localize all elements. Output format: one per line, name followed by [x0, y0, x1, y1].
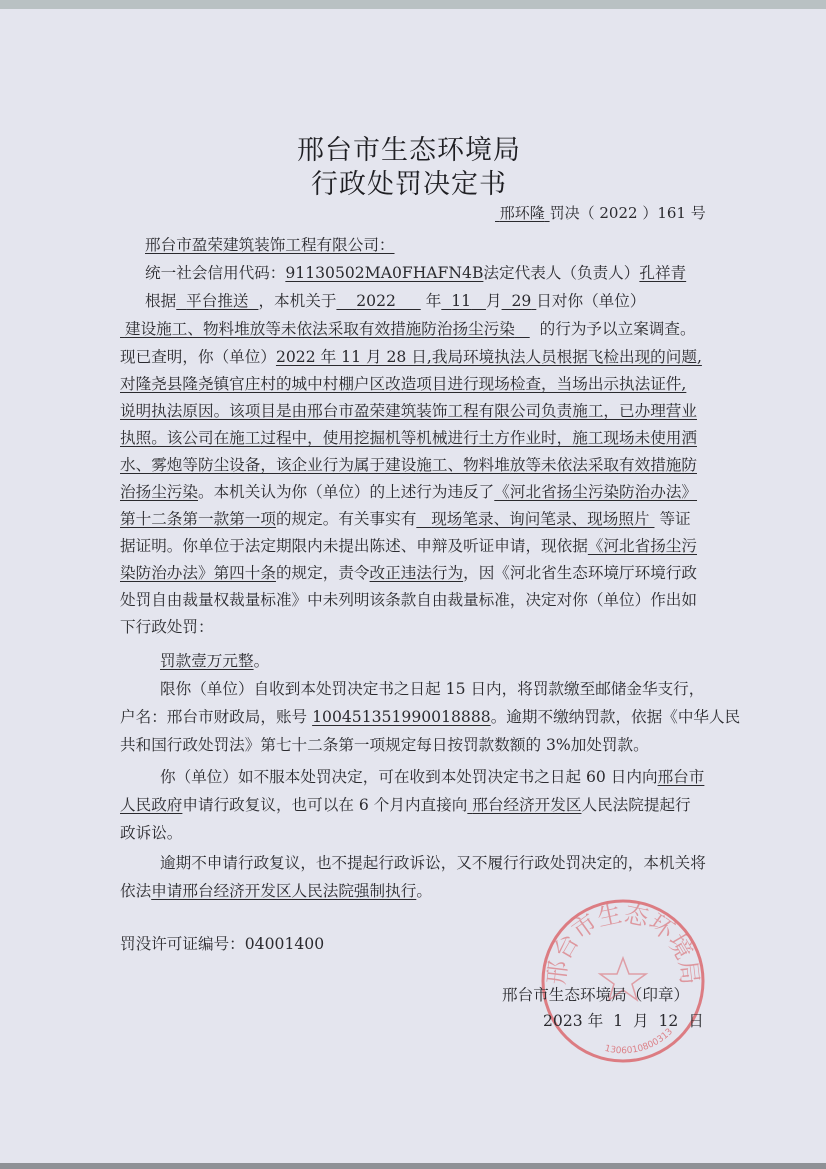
body-line-7 [120, 481, 697, 503]
text: 。本机关认为你（单位）的上述行为违反了 [197, 483, 495, 501]
doc-number-year: 2022 [599, 204, 638, 222]
body-line-9 [120, 535, 697, 557]
body-line-11: 处罚自由裁量权裁量标准》中未列明该条款自由裁量标准，决定对你（单位）作出如 [120, 591, 697, 609]
doc-number-label: 罚决（ [549, 204, 595, 222]
seal-text: 邢台市生态环境局 [542, 899, 704, 987]
body-line-10 [120, 562, 697, 584]
text: ，本机关于 [258, 292, 337, 310]
payment-line-2 [120, 706, 740, 728]
text: 。 [253, 652, 270, 670]
body-line-3: 对隆尧县隆尧镇官庄村的城中村棚户区改造项目进行现场检查，当场出示执法证件, [120, 375, 687, 393]
penalty-basis: 《河北省扬尘污 [587, 537, 697, 555]
filing-year: 2022 [356, 292, 396, 310]
text: 你（单位）如不服本处罚决定，可在收到本处罚决定书之日起 60 日内向 [160, 768, 658, 786]
issue-date: 2023 年 1 月 12 日 [543, 1012, 704, 1030]
permit-label: 罚没许可证编号： [120, 935, 245, 953]
credit-code-line [145, 262, 726, 284]
case-source: 平台推送 [186, 292, 249, 310]
penalty-basis-article: 染防治办法》第四十条 [120, 564, 276, 582]
credit-code-value: 91130502MA0FHAFN4B [285, 264, 484, 282]
appeal-line-1 [160, 766, 704, 788]
body-line-5: 执照。该公司在施工过程中，使用挖掘机等机械进行土方作业时，施工现场未使用洒 [120, 429, 697, 447]
text: 据证明。你单位于法定期限内未提出陈述、申辩及听证申请，现依据 [120, 537, 588, 555]
official-seal [538, 896, 708, 1066]
penalty-amount: 罚款壹万元整 [160, 652, 254, 670]
filing-day: 29 [511, 292, 532, 310]
body-line-6: 水、雾炮等防尘设备，该企业行为属于建设施工、物料堆放等未依法采取有效措施防 [120, 456, 697, 474]
corrective-order: 改正违法行为 [369, 564, 464, 582]
appeal-line-2 [120, 794, 691, 816]
doc-number-prefix: 邢环隆 [499, 204, 545, 222]
text: 依法 [120, 882, 152, 900]
text: ，因《河北省生态环境厅环境行政 [463, 564, 698, 582]
findings-text: 2022 年 11 月 28 日,我局环境执法人员根据飞检出现的问题, [275, 348, 702, 366]
text: 。 [416, 882, 432, 900]
body-line-8 [120, 508, 691, 530]
legal-rep-label: 法定代表人（负责人） [483, 264, 640, 282]
permit-number: 04001400 [244, 935, 325, 953]
violated-regulation: 《河北省扬尘污染防治办法》 [494, 483, 698, 501]
seal-code: 1306010800313 [603, 1026, 675, 1057]
text: 年 [425, 292, 442, 310]
enforcement-court: 申请邢台经济开发区人民法院强制执行 [151, 882, 417, 900]
legal-rep-name: 孔祥青 [639, 264, 687, 282]
body-line-4: 说明执法原因。该项目是由邢台市盈荣建筑装饰工程有限公司负责施工，已办理营业 [120, 402, 697, 420]
addressee: 邢台市盈荣建筑装饰工程有限公司： [145, 236, 395, 254]
permit-line [120, 933, 324, 955]
text: 现已查明，你（单位） [120, 348, 276, 366]
review-authority-end: 人民政府 [120, 796, 183, 814]
text: 的行为予以立案调查。 [539, 320, 696, 338]
text: 。逾期不缴纳罚款，依据《中华人民 [490, 708, 741, 726]
text: 申请行政复议，也可以在 6 个月内直接向 [182, 796, 468, 814]
payment-line-3: 共和国行政处罚法》第七十二条第一项规定每日按罚款数额的 3%加处罚款。 [120, 736, 649, 754]
court-district: 邢台经济开发区 [472, 796, 582, 814]
text: 日对你（单位） [536, 292, 646, 310]
appeal-line-3: 政诉讼。 [120, 824, 183, 842]
body-line-1 [120, 318, 696, 340]
text: 的规定，责令 [275, 564, 370, 582]
basis-line [145, 290, 645, 312]
scan-top-edge [0, 0, 826, 9]
text: 月 [485, 292, 502, 310]
body-line-2 [120, 346, 702, 368]
enforcement-line-2 [120, 880, 432, 902]
violated-article: 第十二条第一款第一项 [120, 510, 276, 528]
text: 根据 [145, 292, 177, 310]
review-authority: 邢台市 [657, 768, 705, 786]
text: 户名：邢台市财政局，账号 [120, 708, 308, 726]
findings-text-end: 治扬尘污染 [120, 483, 198, 501]
penalty-line [160, 650, 269, 672]
violation-description: 建设施工、物料堆放等未依法采取有效措施防治扬尘污染 [124, 320, 515, 338]
doc-number-close: ）161 号 [642, 204, 706, 222]
text: 等证 [659, 510, 691, 528]
credit-code-label: 统一社会信用代码： [145, 264, 286, 282]
document-title: 行政处罚决定书 [311, 169, 507, 200]
agency-title: 邢台市生态环境局 [297, 135, 521, 166]
scan-bottom-edge [0, 1163, 826, 1169]
payment-line-1: 限你（单位）自收到本处罚决定书之日起 15 日内，将罚款缴至邮储金华支行， [160, 680, 705, 698]
evidence-list: 现场笔录、询问笔录、现场照片 [431, 510, 650, 528]
text: 人民法院提起行 [581, 796, 691, 814]
filing-month: 11 [451, 292, 472, 310]
document-number [495, 202, 706, 223]
body-line-12: 下行政处罚： [120, 618, 214, 636]
enforcement-line-1: 逾期不申请行政复议，也不提起行政诉讼，又不履行行政处罚决定的，本机关将 [160, 854, 706, 872]
text: 的规定。有关事实有 [275, 510, 417, 528]
bank-account: 100451351990018888 [312, 708, 491, 726]
issuer-signature: 邢台市生态环境局（印章） [502, 986, 690, 1004]
